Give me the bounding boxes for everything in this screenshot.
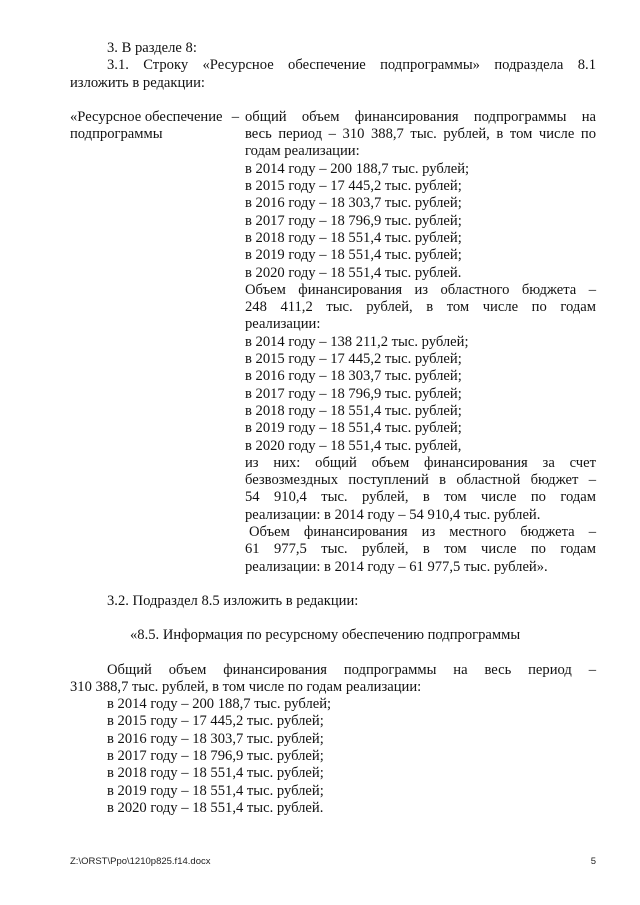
year-line: в 2020 году – 18 551,4 тыс. рублей.: [107, 799, 324, 816]
page-footer: [70, 856, 596, 867]
footer-page-number: 5: [590, 856, 596, 867]
table-right-line: в 2020 году – 18 551,4 тыс. рублей.: [245, 264, 462, 281]
table-dash: –: [231, 108, 239, 125]
table-right-line: общий объем финансирования подпрограммы на: [245, 108, 596, 125]
table-right-line: в 2018 году – 18 551,4 тыс. рублей;: [245, 402, 462, 419]
table-right-line: в 2020 году – 18 551,4 тыс. рублей,: [245, 437, 462, 454]
table-right-line: в 2014 году – 200 188,7 тыс. рублей;: [245, 160, 470, 177]
section-heading-8-5: «8.5. Информация по ресурсному обеспечению подпрограммы: [130, 627, 521, 644]
table-right-line: Объем финансирования из областного бюджета –: [245, 281, 596, 298]
paragraph-total-line2: 310 388,7 тыс. рублей, в том числе по годам реализации:: [70, 678, 422, 695]
table-right-line: 248 411,2 тыс. рублей, в том числе по годам: [245, 299, 596, 316]
document-page: [70, 40, 596, 817]
table-right-line: годам реализации:: [245, 143, 360, 160]
paragraph-3-1-line1: 3.1. Строку «Ресурсное обеспечение подпрограммы» подраздела 8.1: [107, 57, 596, 74]
table-right-line: реализации: в 2014 году – 61 977,5 тыс. рублей».: [245, 558, 548, 575]
year-list: [70, 696, 596, 817]
table-right-line: Объем финансирования из местного бюджета –: [249, 524, 596, 541]
table-right-line: в 2019 году – 18 551,4 тыс. рублей;: [245, 420, 462, 437]
table-right-line: в 2015 году – 17 445,2 тыс. рублей;: [245, 351, 462, 368]
resource-table: [70, 109, 596, 576]
table-right-line: в 2014 году – 138 211,2 тыс. рублей;: [245, 333, 469, 350]
footer-file-path: Z:\ORST\Ppo\1210p825.f14.docx: [70, 856, 211, 867]
year-line: в 2016 году – 18 303,7 тыс. рублей;: [107, 730, 324, 747]
table-right-line: в 2017 году – 18 796,9 тыс. рублей;: [245, 212, 462, 229]
table-right-line: 54 910,4 тыс. рублей, в том числе по годам: [245, 489, 596, 506]
table-right-line: реализации:: [245, 316, 321, 333]
table-right-line: в 2017 году – 18 796,9 тыс. рублей;: [245, 385, 462, 402]
table-right-line: в 2016 году – 18 303,7 тыс. рублей;: [245, 368, 462, 385]
table-left-column: [70, 109, 245, 576]
year-line: в 2018 году – 18 551,4 тыс. рублей;: [107, 765, 324, 782]
paragraph-3-2: 3.2. Подраздел 8.5 изложить в редакции:: [107, 592, 359, 609]
table-right-line: в 2016 году – 18 303,7 тыс. рублей;: [245, 195, 462, 212]
year-line: в 2015 году – 17 445,2 тыс. рублей;: [107, 713, 324, 730]
paragraph-total-line1: Общий объем финансирования подпрограммы на весь период –: [107, 661, 596, 678]
year-line: в 2017 году – 18 796,9 тыс. рублей;: [107, 747, 324, 764]
table-right-column: [245, 109, 596, 576]
table-right-line: в 2018 году – 18 551,4 тыс. рублей;: [245, 229, 462, 246]
table-right-line: из них: общий объем финансирования за счет: [245, 454, 596, 471]
table-right-line: безвозмездных поступлений в областной бюджет –: [245, 472, 596, 489]
paragraph-intro: 3. В разделе 8:: [107, 40, 197, 56]
table-right-line: в 2015 году – 17 445,2 тыс. рублей;: [245, 178, 462, 195]
paragraph-3-1-line2: изложить в редакции:: [70, 74, 205, 91]
year-line: в 2014 году – 200 188,7 тыс. рублей;: [107, 696, 332, 713]
table-right-line: реализации: в 2014 году – 54 910,4 тыс. рублей.: [245, 506, 541, 523]
table-right-line: 61 977,5 тыс. рублей, в том числе по годам: [245, 541, 596, 558]
year-line: в 2019 году – 18 551,4 тыс. рублей;: [107, 782, 324, 799]
table-right-line: в 2019 году – 18 551,4 тыс. рублей;: [245, 247, 462, 264]
table-right-line: весь период – 310 388,7 тыс. рублей, в том числе по: [245, 126, 596, 143]
table-left-label-2: подпрограммы: [70, 126, 163, 143]
table-left-label-1: «Ресурсное обеспечение: [70, 108, 223, 125]
